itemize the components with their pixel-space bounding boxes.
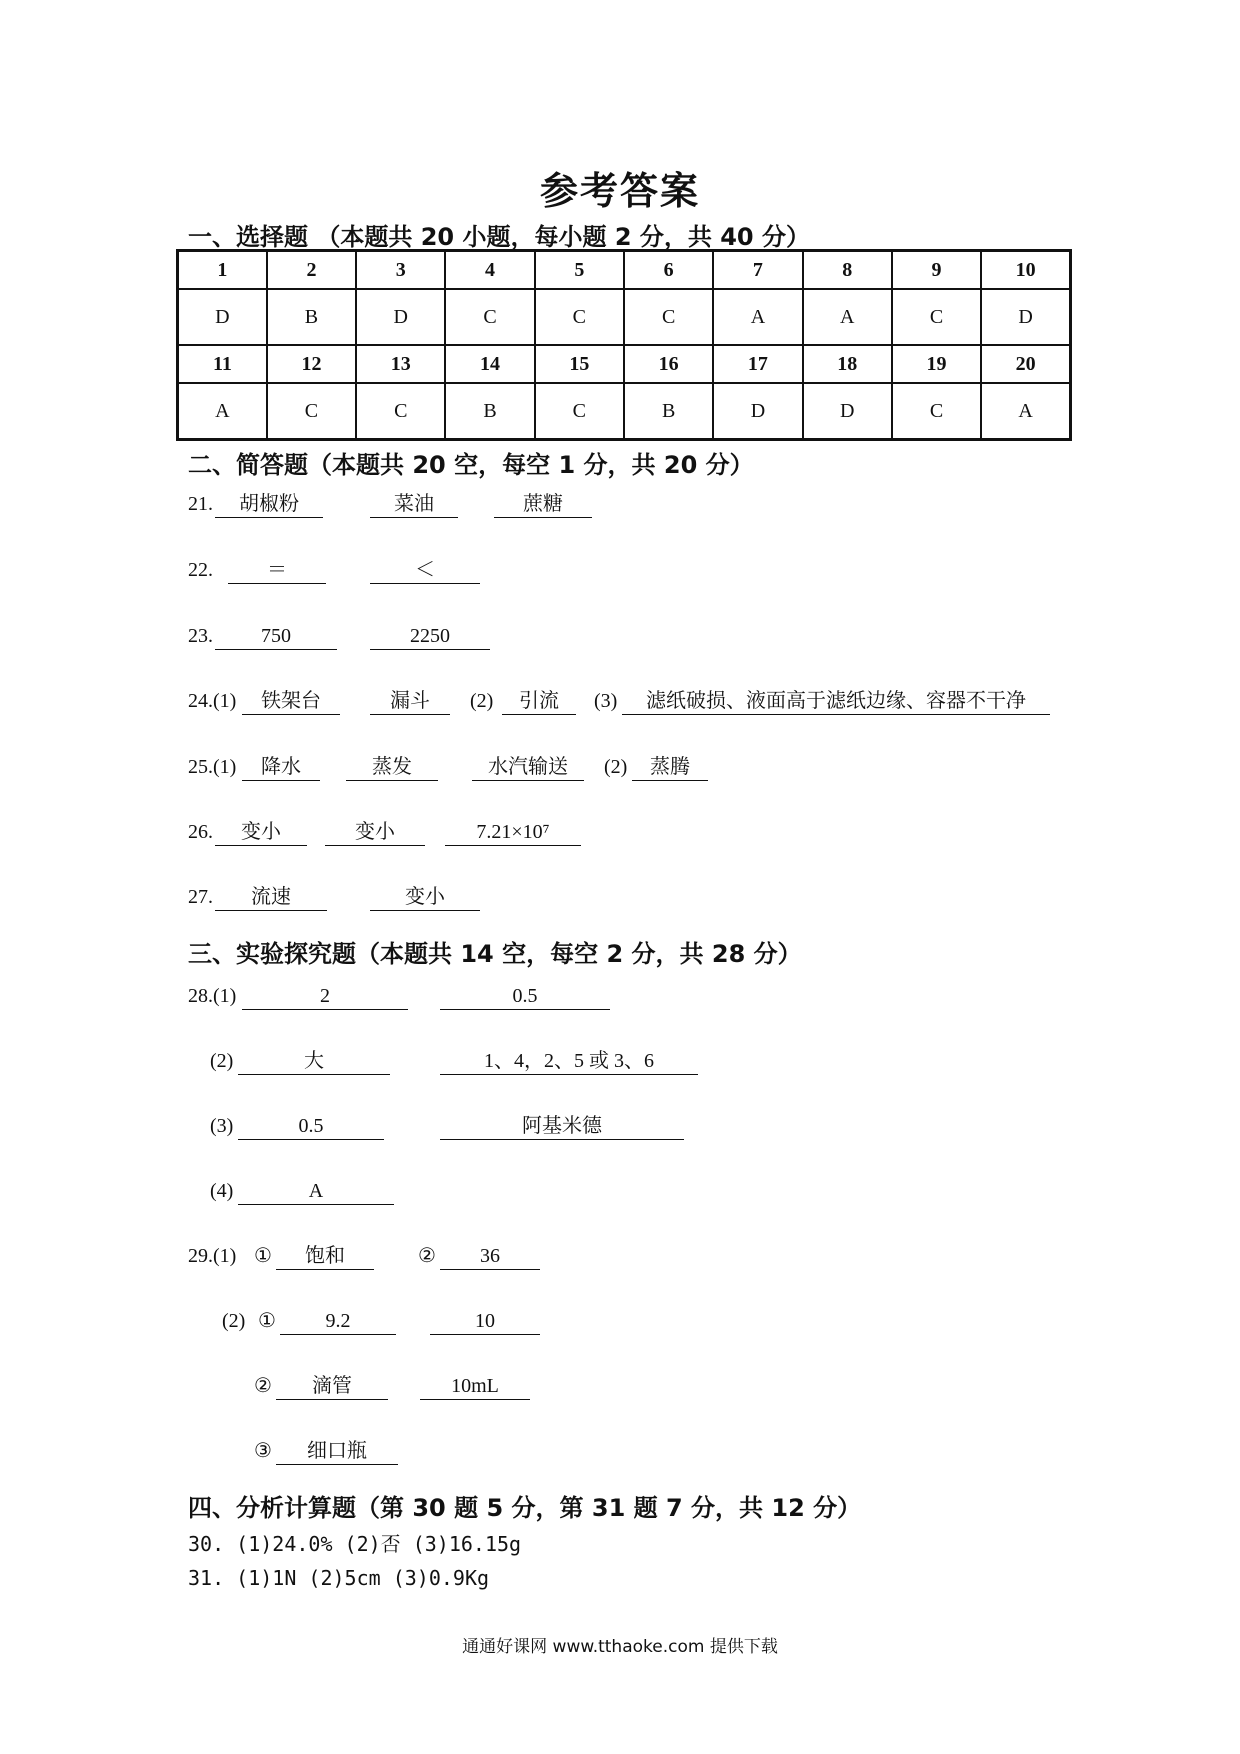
answer-blank: 菜油 xyxy=(370,491,458,518)
answer-blank: 36 xyxy=(440,1243,540,1270)
question-number: 17 xyxy=(713,345,802,383)
question-label: 28.(1) xyxy=(188,985,237,1007)
question-number: 7 xyxy=(713,251,802,290)
question-number: 3 xyxy=(356,251,445,290)
sub-question-label: (2) xyxy=(470,690,494,712)
question-label: 26. xyxy=(188,821,213,843)
sub-question-label: (2) xyxy=(604,756,628,778)
answer-cell: A xyxy=(713,289,802,345)
sub-question-label: (4) xyxy=(210,1180,234,1202)
answer-blank: 7.21×10⁷ xyxy=(445,819,581,846)
answer-cell: A xyxy=(803,289,892,345)
question-number: 5 xyxy=(535,251,624,290)
sub-question-label: (2) xyxy=(210,1050,234,1072)
question-number: 6 xyxy=(624,251,713,290)
answer-blank: 引流 xyxy=(502,688,576,715)
answer-cell: C xyxy=(356,383,445,440)
answer-blank: 0.5 xyxy=(440,983,610,1010)
section-heading-choice: 一、选择题 （本题共 20 小题，每小题 2 分，共 40 分） xyxy=(188,223,810,251)
answer-blank: 细口瓶 xyxy=(276,1438,398,1465)
answer-cell: D xyxy=(981,289,1070,345)
footer-source: 通通好课网 www.tthaoke.com 提供下载 xyxy=(462,1637,778,1657)
answer-blank: 2 xyxy=(242,983,408,1010)
answer-blank: 变小 xyxy=(325,819,425,846)
table-row xyxy=(178,289,1071,345)
answer-line-30: 30. (1)24.0% (2)否 (3)16.15g xyxy=(188,1532,522,1556)
table-row xyxy=(178,251,1071,290)
question-number: 15 xyxy=(535,345,624,383)
answer-blank: A xyxy=(238,1178,394,1205)
answer-cell: A xyxy=(178,383,267,440)
question-number: 20 xyxy=(981,345,1070,383)
answer-blank: 9.2 xyxy=(280,1308,396,1335)
question-number: 12 xyxy=(267,345,356,383)
answer-blank: 蒸发 xyxy=(346,754,438,781)
question-number: 9 xyxy=(892,251,981,290)
question-number: 18 xyxy=(803,345,892,383)
sub-question-label: (3) xyxy=(594,690,618,712)
answer-cell: C xyxy=(535,383,624,440)
question-number: 14 xyxy=(445,345,534,383)
answer-blank: 变小 xyxy=(215,819,307,846)
section-heading-short-answer: 二、简答题（本题共 20 空，每空 1 分，共 20 分） xyxy=(188,451,754,479)
answer-blank: 铁架台 xyxy=(242,688,340,715)
answer-blank: 降水 xyxy=(242,754,320,781)
answer-line-31: 31. (1)1N (2)5cm (3)0.9Kg xyxy=(188,1566,490,1590)
answer-blank: 大 xyxy=(238,1048,390,1075)
sub-question-label: (2) xyxy=(222,1310,246,1332)
answer-blank: 流速 xyxy=(215,884,327,911)
page-title: 参考答案 xyxy=(539,169,700,213)
question-number: 16 xyxy=(624,345,713,383)
section-heading-experiment: 三、实验探究题（本题共 14 空，每空 2 分，共 28 分） xyxy=(188,940,802,968)
answer-blank: 1、4，2、5 或 3、6 xyxy=(440,1048,698,1075)
table-row xyxy=(178,345,1071,383)
question-label: 25.(1) xyxy=(188,756,237,778)
answer-blank: 2250 xyxy=(370,623,490,650)
answer-blank: 漏斗 xyxy=(370,688,450,715)
question-label: 27. xyxy=(188,886,213,908)
answer-cell: C xyxy=(624,289,713,345)
answer-blank: 蔗糖 xyxy=(494,491,592,518)
circled-number: ② xyxy=(254,1375,272,1397)
question-number: 10 xyxy=(981,251,1070,290)
table-row xyxy=(178,383,1071,440)
question-label: 23. xyxy=(188,625,213,647)
circled-number: ① xyxy=(258,1310,276,1332)
answer-cell: C xyxy=(892,289,981,345)
question-label: 22. xyxy=(188,559,213,581)
answer-blank: 蒸腾 xyxy=(632,754,708,781)
answer-cell: A xyxy=(981,383,1070,440)
answer-blank: 滴管 xyxy=(276,1373,388,1400)
answer-blank: 饱和 xyxy=(276,1243,374,1270)
question-number: 2 xyxy=(267,251,356,290)
answer-blank: 变小 xyxy=(370,884,480,911)
answer-blank: 10mL xyxy=(420,1373,530,1400)
answer-cell: C xyxy=(535,289,624,345)
answer-blank: 0.5 xyxy=(238,1113,384,1140)
answer-cell: B xyxy=(445,383,534,440)
answer-cell: C xyxy=(892,383,981,440)
answer-cell: B xyxy=(267,289,356,345)
question-label: 24.(1) xyxy=(188,690,237,712)
answer-blank: 750 xyxy=(215,623,337,650)
section-heading-calculation: 四、分析计算题（第 30 题 5 分，第 31 题 7 分，共 12 分） xyxy=(188,1494,862,1522)
question-label: 21. xyxy=(188,493,213,515)
sub-question-label: (3) xyxy=(210,1115,234,1137)
answer-cell: D xyxy=(803,383,892,440)
answer-cell: C xyxy=(267,383,356,440)
answer-blank: 胡椒粉 xyxy=(215,491,323,518)
question-number: 4 xyxy=(445,251,534,290)
answer-blank: 滤纸破损、液面高于滤纸边缘、容器不干净 xyxy=(622,688,1050,715)
answer-blank: 10 xyxy=(430,1308,540,1335)
answer-blank: ＜ xyxy=(370,557,480,584)
answer-blank: ＝ xyxy=(228,557,326,584)
answer-cell: D xyxy=(713,383,802,440)
circled-number: ② xyxy=(418,1245,436,1267)
question-number: 19 xyxy=(892,345,981,383)
answer-cell: D xyxy=(356,289,445,345)
choice-answer-table xyxy=(176,249,1072,441)
question-number: 1 xyxy=(178,251,267,290)
circled-number: ③ xyxy=(254,1440,272,1462)
answer-cell: C xyxy=(445,289,534,345)
answer-blank: 阿基米德 xyxy=(440,1113,684,1140)
answer-blank: 水汽输送 xyxy=(472,754,584,781)
question-number: 11 xyxy=(178,345,267,383)
question-number: 8 xyxy=(803,251,892,290)
question-label: 29.(1) xyxy=(188,1245,237,1267)
question-number: 13 xyxy=(356,345,445,383)
circled-number: ① xyxy=(254,1245,272,1267)
answer-cell: B xyxy=(624,383,713,440)
answer-cell: D xyxy=(178,289,267,345)
